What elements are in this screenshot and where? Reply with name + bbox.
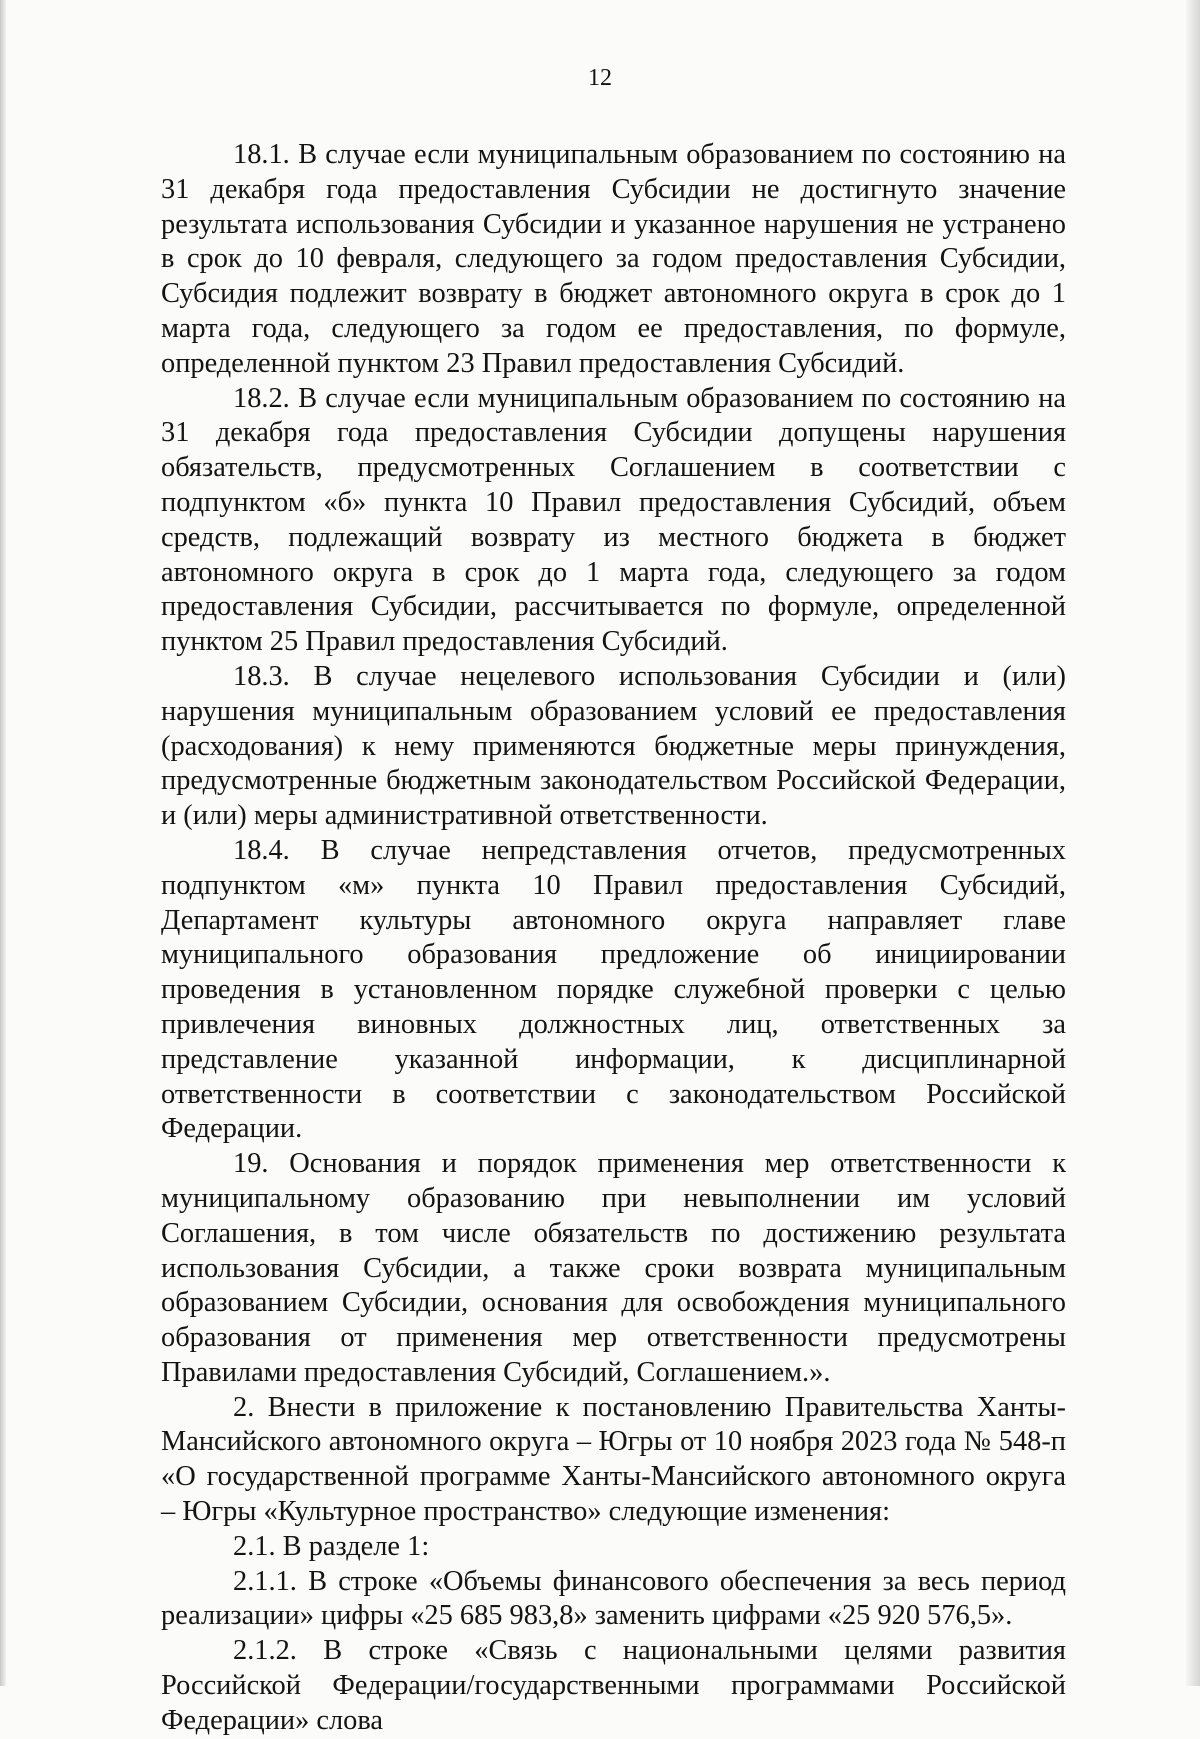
paragraph-19: 19. Основания и порядок применения мер ответственности к муниципальному образованию при невыполнении им условий Соглашения, в том числе обязательств по достижению результата использования Субсидии, а также сроки возврата муниципальным образованием Субсидии, основания для освобождения муниципального образования от применения мер ответственности предусмотрены Правилами предоставления Субсидий, Соглашением.». <box>161 1148 1066 1388</box>
scan-edge-right <box>1186 0 1200 1686</box>
paragraph-18-2: 18.2. В случае если муниципальным образованием по состоянию на 31 декабря года предоставления Субсидии допущены нарушения обязательств, предусмотренных Соглашением в соответствии с подпунктом «б» пункта 10 Правил предоставления Субсидий, объем средств, подлежащий возврату из местного бюджета в бюджет автономного округа в срок до 1 марта года, следующего за годом предоставления Субсидии, рассчитывается по формуле, определенной пунктом 25 Правил предоставления Субсидий. <box>161 382 1066 658</box>
paragraph-18-1: 18.1. В случае если муниципальным образованием по состоянию на 31 декабря года предоставления Субсидии не достигнуто значение результата использования Субсидии и указанное нарушения не устранено в срок до 10 февраля, следующего за годом предоставления Субсидии, Субсидия подлежит возврату в бюджет автономного округа в срок до 1 марта года, следующего за годом ее предоставления, по формуле, определенной пунктом 23 Правил предоставления Субсидий. <box>161 139 1066 379</box>
paragraph-2: 2. Внести в приложение к постановлению Правительства Ханты-Мансийского автономного округа – Югры от 10 ноября 2023 года № 548-п «О государственной программе Ханты-Мансийского автономного округа – Югры «Культурное пространство» следующие изменения: <box>161 1391 1066 1528</box>
paragraph-2-1: 2.1. В разделе 1: <box>233 1530 430 1562</box>
paragraph-18-3: 18.3. В случае нецелевого использования Субсидии и (или) нарушения муниципальным образованием условий ее предоставления (расходования) к нему применяются бюджетные меры принуждения, предусмотренные бюджетным законодательством Российской Федерации, и (или) меры административной ответственности. <box>161 660 1066 832</box>
paragraph-18-4: 18.4. В случае непредставления отчетов, предусмотренных подпунктом «м» пункта 10 Правил предоставления Субсидий, Департамент культуры автономного округа направляет главе муниципального образования предложение об инициировании проведения в установленном порядке служебной проверки с целью привлечения виновных должностных лиц, ответственных за представление указанной информации, к дисциплинарной ответственности в соответствии с законодательством Российской Федерации. <box>161 834 1066 1145</box>
scan-edge-left <box>0 0 6 1686</box>
document-body <box>161 138 1066 1739</box>
paragraph-2-1-2: 2.1.2. В строке «Связь с национальными целями развития Российской Федерации/государственными программами Российской Федерации» слова <box>161 1635 1066 1736</box>
paragraph-2-1-1: 2.1.1. В строке «Объемы финансового обеспечения за весь период реализации» цифры «25 685 983,8» заменить цифрами «25 920 576,5». <box>161 1565 1066 1632</box>
page-number: 12 <box>588 65 612 91</box>
